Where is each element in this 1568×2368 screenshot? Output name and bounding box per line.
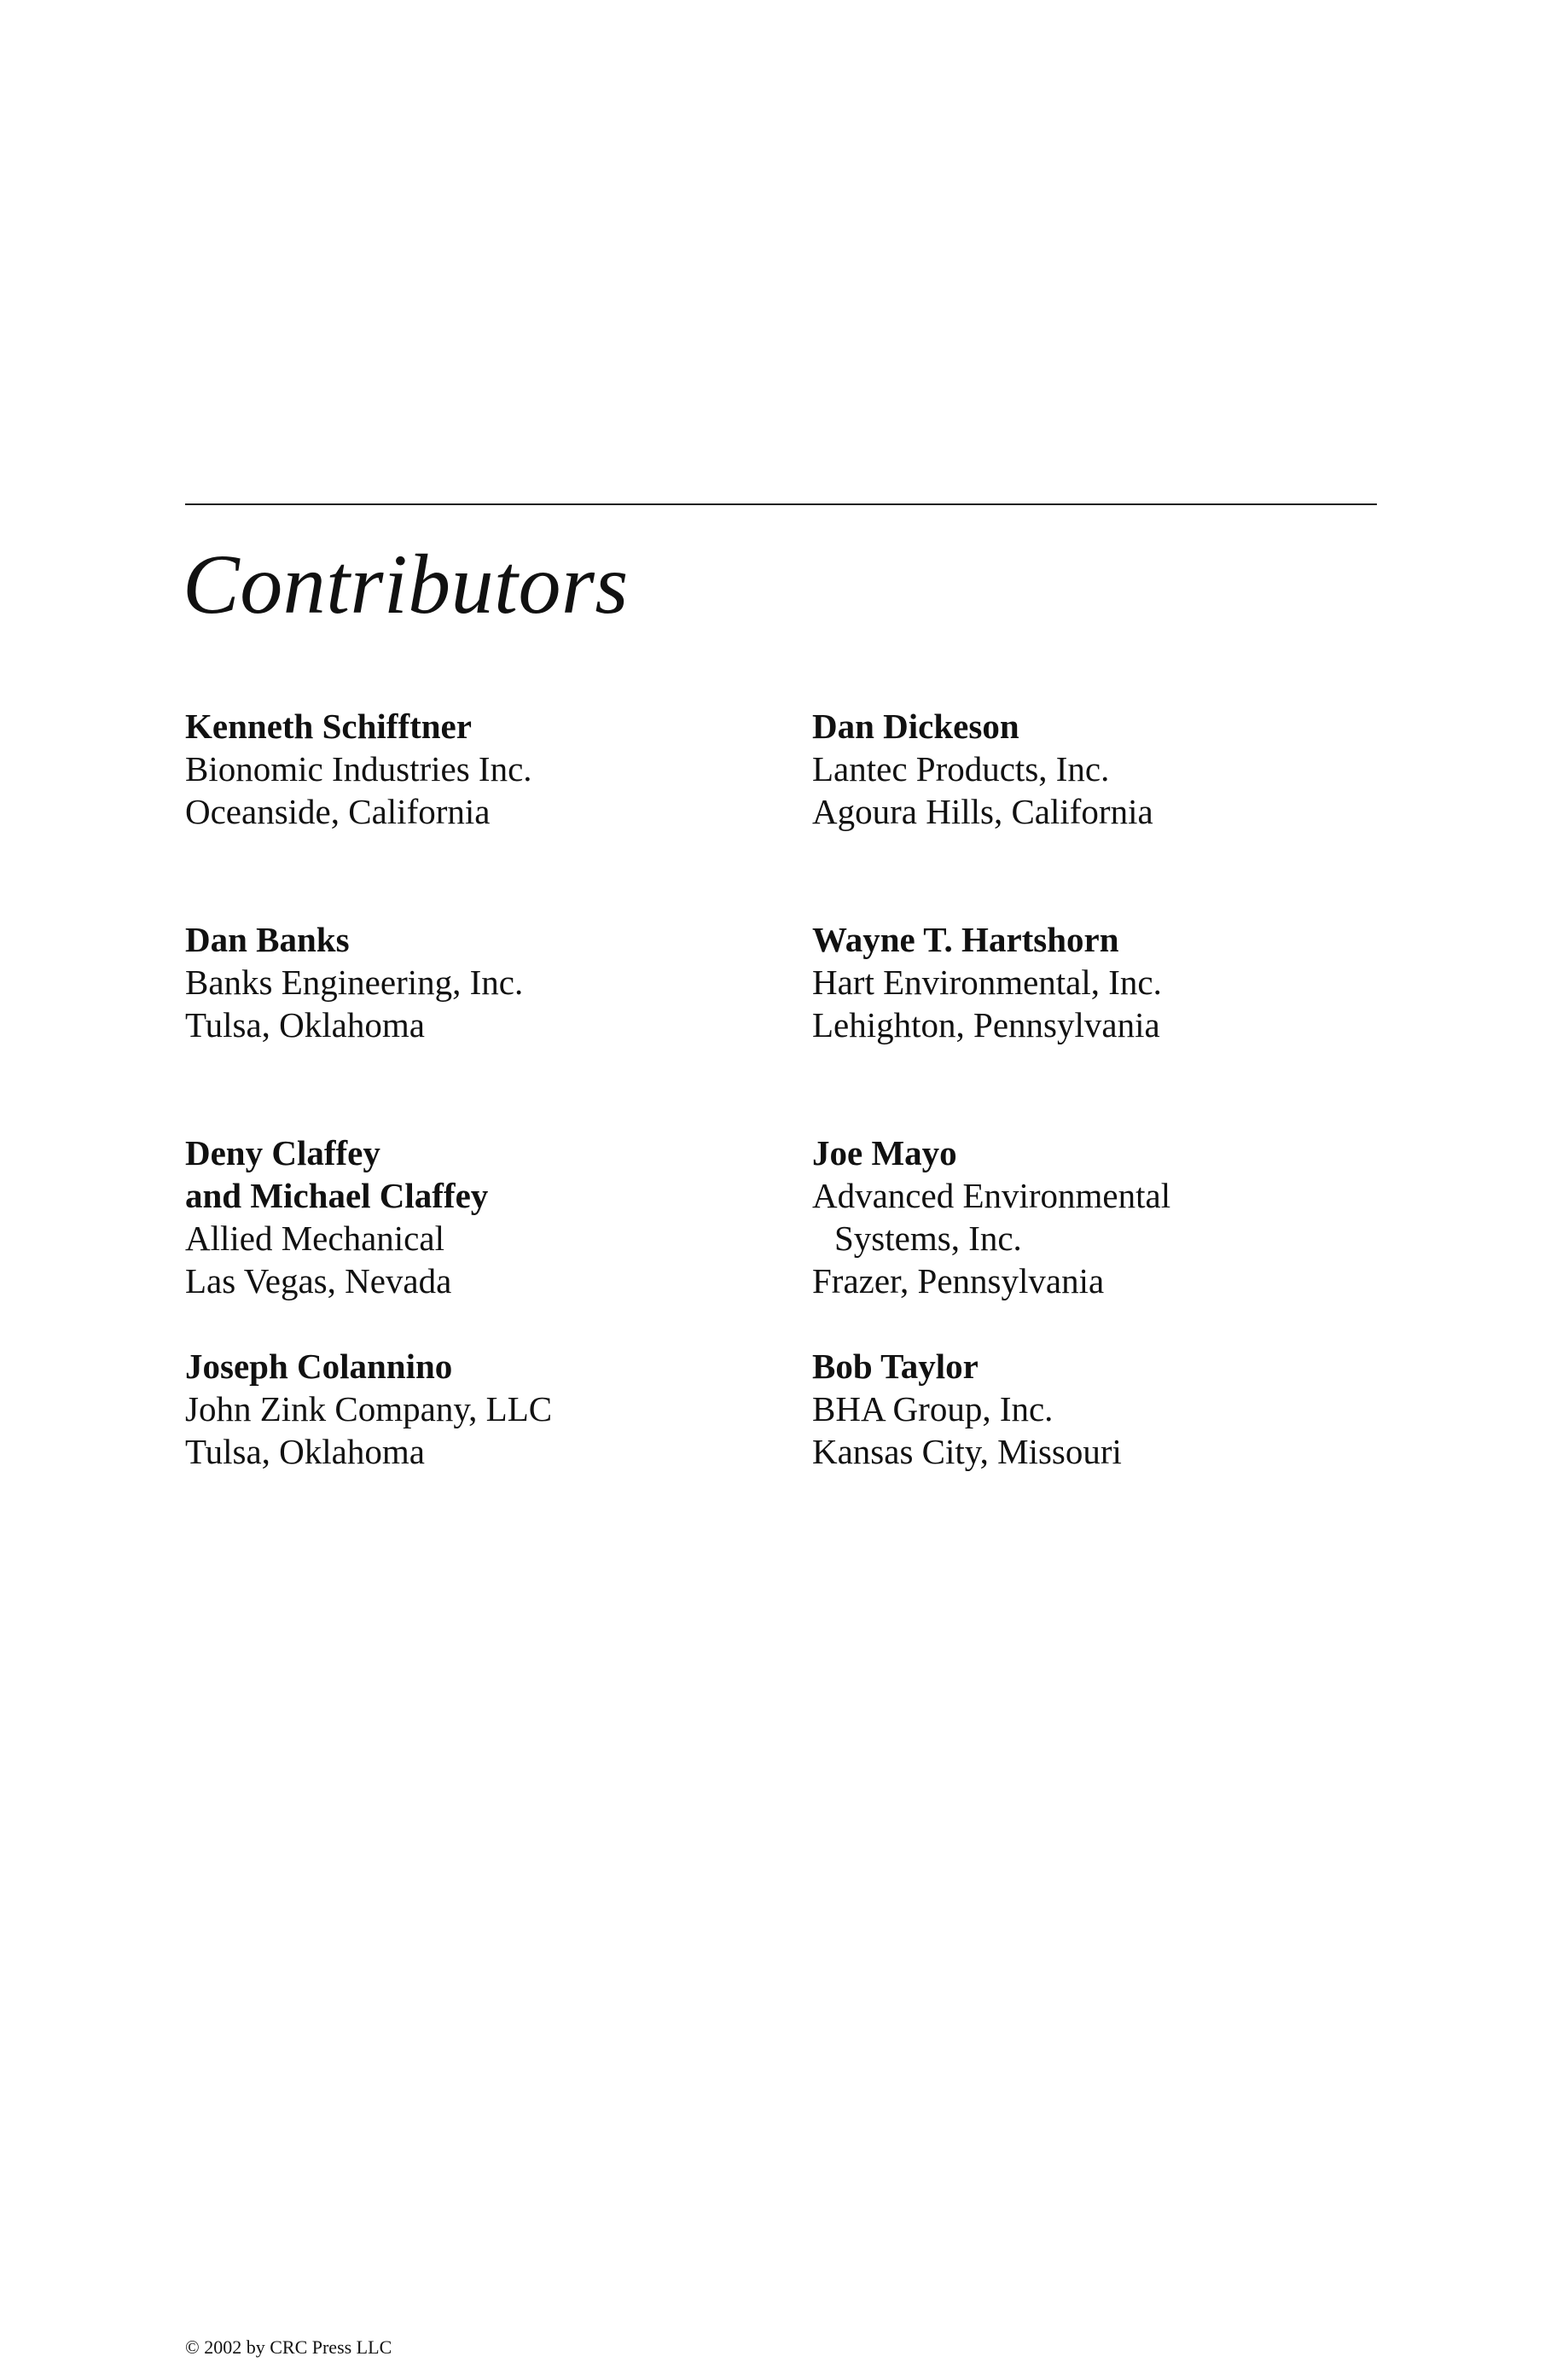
contributor-location: Agoura Hills, California <box>812 792 1153 831</box>
contributor-location: Tulsa, Oklahoma <box>185 1005 425 1044</box>
contributors-left-column <box>185 705 782 1558</box>
contributor-name: Deny Claffey <box>185 1133 380 1172</box>
contributors-right-column <box>812 705 1409 1558</box>
contributor-name: Kenneth Schifftner <box>185 707 472 746</box>
contributor-name: Wayne T. Hartshorn <box>812 920 1119 959</box>
contributor-company: Lantec Products, Inc. <box>812 749 1110 788</box>
page-title: Contributors <box>183 537 629 631</box>
contributor-company: Hart Environmental, Inc. <box>812 963 1162 1002</box>
contributor-entry <box>812 1132 1409 1345</box>
contributor-company: Bionomic Industries Inc. <box>185 749 532 788</box>
contributor-company: Banks Engineering, Inc. <box>185 963 524 1002</box>
contributor-entry <box>812 1345 1409 1558</box>
contributor-location: Frazer, Pennsylvania <box>812 1261 1105 1300</box>
contributor-entry <box>812 918 1409 1132</box>
contributor-name-second: and Michael Claffey <box>185 1176 489 1215</box>
contributor-location: Oceanside, California <box>185 792 491 831</box>
contributor-name: Joseph Colannino <box>185 1347 453 1386</box>
contributor-company: Allied Mechanical <box>185 1219 444 1258</box>
contributor-name: Dan Banks <box>185 920 350 959</box>
contributor-entry <box>812 705 1409 918</box>
contributor-company: Advanced Environmental <box>812 1176 1171 1215</box>
contributor-company: John Zink Company, LLC <box>185 1389 553 1428</box>
copyright-footer: © 2002 by CRC Press LLC <box>185 2336 392 2358</box>
contributor-name: Joe Mayo <box>812 1133 957 1172</box>
contributor-entry <box>185 918 782 1132</box>
contributor-location: Las Vegas, Nevada <box>185 1261 452 1300</box>
title-rule <box>185 503 1377 505</box>
contributor-company-continued: Systems, Inc. <box>834 1219 1022 1258</box>
contributor-entry <box>185 1345 782 1558</box>
contributor-name: Dan Dickeson <box>812 707 1019 746</box>
contributor-entry <box>185 705 782 918</box>
contributor-location: Kansas City, Missouri <box>812 1432 1122 1471</box>
contributor-name: Bob Taylor <box>812 1347 979 1386</box>
contributor-entry <box>185 1132 782 1345</box>
contributor-company: BHA Group, Inc. <box>812 1389 1054 1428</box>
contributor-location: Lehighton, Pennsylvania <box>812 1005 1160 1044</box>
contributor-location: Tulsa, Oklahoma <box>185 1432 425 1471</box>
